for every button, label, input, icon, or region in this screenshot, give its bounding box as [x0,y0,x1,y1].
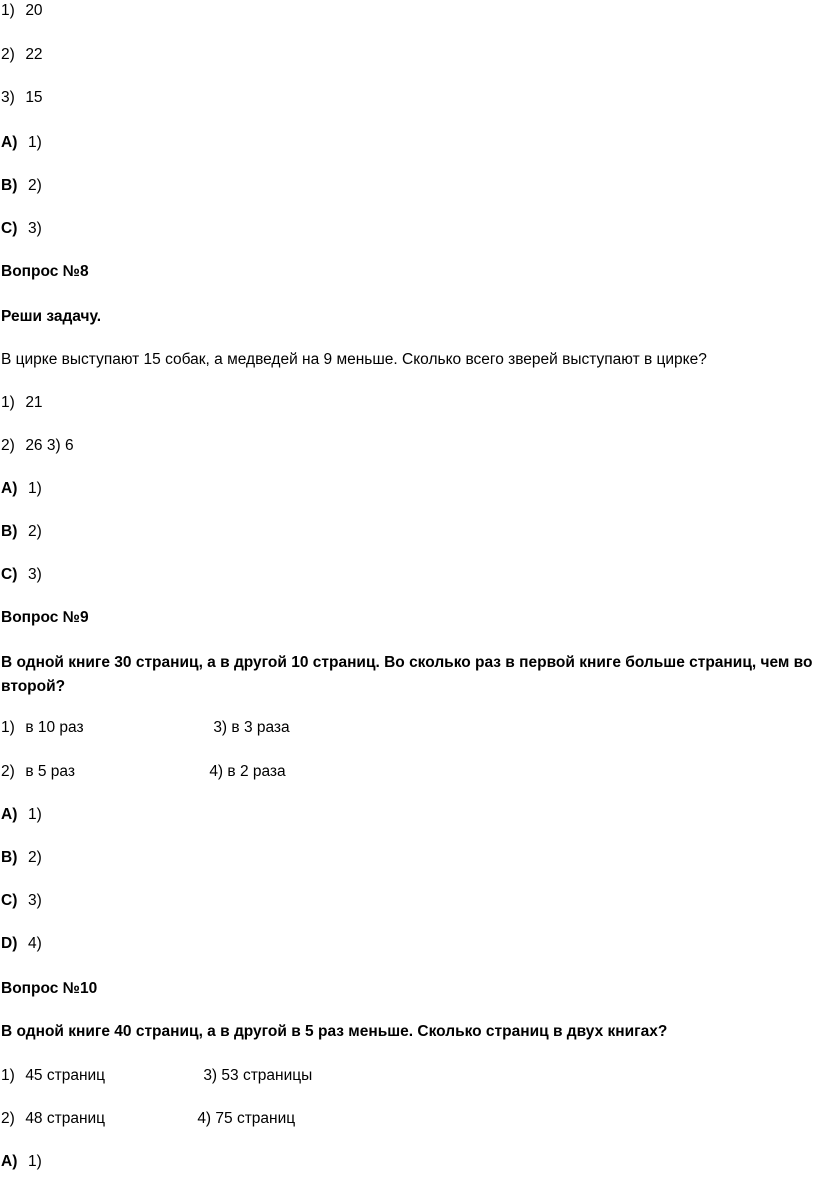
question-10-row-1: 1) 45 страниц 3) 53 страницы [1,1067,313,1084]
answer-a: A) 1) [1,134,42,151]
question-8-option-2: 2) 26 3) 6 [1,437,74,454]
question-9-title: Вопрос №9 [1,609,89,626]
question-8-title: Вопрос №8 [1,263,89,280]
option-1: 1) 20 [1,2,43,19]
question-9-answer-d: D) 4) [1,935,42,952]
question-9-text: В одной книге 30 страниц, а в другой 10 страниц. Во сколько раз в первой книге больше страниц, чем во второй? [1,654,813,695]
question-9-row-2: 2) в 5 раз 4) в 2 раза [1,763,286,780]
question-9-row-1: 1) в 10 раз 3) в 3 раза [1,719,290,736]
question-8-option-1: 1) 21 [1,394,43,411]
question-10-title: Вопрос №10 [1,980,98,997]
answer-c: C) 3) [1,220,42,237]
question-10-answer-a: A) 1) [1,1153,42,1170]
question-8-answer-c: C) 3) [1,566,42,583]
question-8-instruction: Реши задачу. [1,308,102,325]
question-9-answer-a: A) 1) [1,806,42,823]
option-2: 2) 22 [1,46,43,63]
answer-b: B) 2) [1,177,42,194]
question-9-answer-c: C) 3) [1,892,42,909]
question-10-text: В одной книге 40 страниц, а в другой в 5 раз меньше. Сколько страниц в двух книгах? [1,1023,668,1040]
option-3: 3) 15 [1,89,43,106]
question-10-row-2: 2) 48 страниц 4) 75 страниц [1,1110,296,1127]
question-8-text: В цирке выступают 15 собак, а медведей на 9 меньше. Сколько всего зверей выступают в цирке? [1,351,707,368]
question-9-answer-b: B) 2) [1,849,42,866]
question-8-answer-b: B) 2) [1,523,42,540]
question-8-answer-a: A) 1) [1,480,42,497]
